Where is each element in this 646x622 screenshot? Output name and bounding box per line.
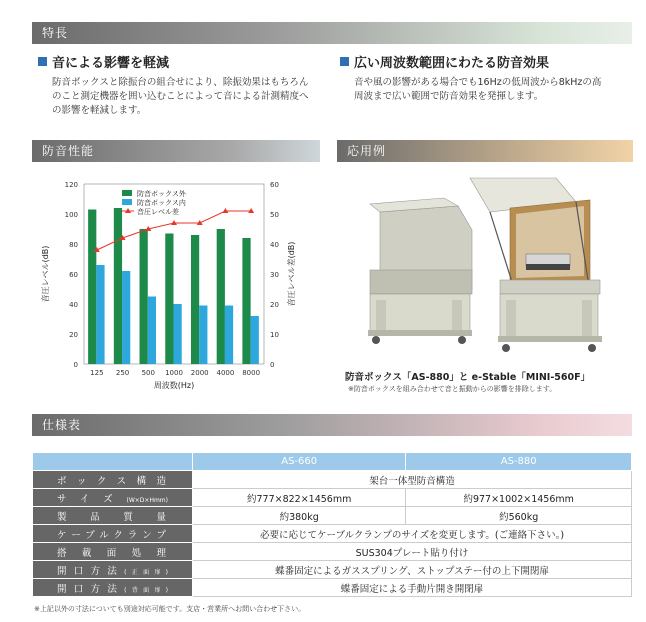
x-tick-label: 1000 — [165, 369, 183, 377]
legend-label: 音圧レベル差 — [137, 208, 179, 216]
legend-label: 防音ボックス内 — [137, 199, 186, 207]
model-header: AS-660 — [193, 453, 406, 471]
spec-label-text: サイズ — [57, 493, 127, 505]
bar-outside — [191, 235, 199, 364]
spec-label — [33, 489, 193, 507]
spec-label-text: 開口方法 — [57, 583, 125, 595]
y2-tick-label: 0 — [270, 361, 275, 369]
section-header-application: 応用例 — [337, 140, 633, 162]
bar-inside — [251, 316, 259, 364]
feature-title — [340, 52, 640, 71]
feature-line: の影響を軽減します。 — [52, 105, 147, 116]
spec-header-row — [33, 453, 632, 471]
feature-line: 防音ボックスと除振台の組合せにより、除振効果はもちろん — [52, 77, 309, 88]
spec-label-text: ケーブルクランプ — [57, 529, 168, 541]
feature-description — [340, 76, 640, 104]
feature-line: のこと測定機器を囲い込むことによって音による計測精度へ — [52, 91, 309, 102]
section-header-performance: 防音性能 — [32, 140, 320, 162]
bar-inside — [122, 271, 130, 364]
legend-swatch — [122, 199, 132, 205]
y-tick-label: 60 — [69, 271, 78, 279]
spec-row — [33, 489, 632, 507]
bar-outside — [114, 208, 122, 364]
spec-table — [32, 452, 632, 597]
bar-inside — [148, 297, 156, 365]
x-axis-label: 周波数(Hz) — [153, 381, 195, 390]
application-note: ※防音ボックスを組み合わせて音と振動からの影響を排除します。 — [348, 385, 557, 393]
sound-level-chart — [32, 172, 322, 394]
x-tick-label: 250 — [115, 369, 130, 377]
y-tick-label: 0 — [73, 361, 78, 369]
spec-label-sub: (W×D×Hmm) — [126, 496, 168, 504]
spec-label-text: 搭載面処理 — [57, 547, 168, 559]
spec-label — [33, 525, 193, 543]
spec-row — [33, 471, 632, 489]
bar-outside — [140, 229, 148, 364]
y2-tick-label: 20 — [270, 301, 279, 309]
bar-inside — [225, 306, 233, 365]
spec-label — [33, 507, 193, 525]
spec-row — [33, 543, 632, 561]
spec-label — [33, 561, 193, 579]
spec-label — [33, 579, 193, 597]
spec-row — [33, 507, 632, 525]
x-tick-label: 8000 — [242, 369, 261, 377]
spec-row — [33, 579, 632, 597]
y2-tick-label: 10 — [270, 331, 279, 339]
legend-label: 防音ボックス外 — [137, 190, 186, 198]
sound-box-photo — [340, 172, 632, 372]
y2-tick-label: 30 — [270, 271, 279, 279]
bar-inside — [96, 265, 104, 364]
bar-outside — [88, 210, 96, 365]
spec-label-sub: (正面扉) — [124, 568, 168, 576]
model-header: AS-880 — [406, 453, 632, 471]
legend-swatch — [122, 190, 132, 196]
x-tick-label: 4000 — [216, 369, 235, 377]
spec-row — [33, 561, 632, 579]
section-header-specs: 仕様表 — [32, 414, 632, 436]
x-tick-label: 125 — [90, 369, 104, 377]
y2-axis-label: 音圧レベル差(dB) — [287, 241, 296, 307]
spec-header-blank — [33, 453, 193, 471]
spec-value: 約560kg — [406, 507, 632, 525]
feature-frequency — [340, 52, 640, 104]
spec-value: SUS304プレート貼り付け — [193, 543, 632, 561]
y2-tick-label: 60 — [270, 181, 279, 189]
bar-inside — [173, 304, 181, 364]
spec-footnote: ※上記以外の寸法についても別途対応可能です。支店・営業所へお問い合わせ下さい。 — [34, 605, 306, 613]
feature-line: 周波まで広い範囲で防音効果を発揮します。 — [354, 91, 544, 102]
bar-outside — [242, 238, 250, 364]
y-axis-label: 音圧レベル(dB) — [41, 245, 50, 303]
y-tick-label: 80 — [69, 241, 78, 249]
spec-label-sub: (背面扉) — [124, 586, 168, 594]
y-tick-label: 120 — [64, 181, 78, 189]
spec-label-text: 製品質量 — [57, 511, 168, 523]
section-header-features: 特長 — [32, 22, 632, 44]
y-tick-label: 100 — [64, 211, 78, 219]
spec-value: 蝶番固定によるガススプリング、ストップステー付の上下開閉扉 — [193, 561, 632, 579]
feature-title-text: 広い周波数範囲にわたる防音効果 — [354, 56, 550, 71]
x-tick-label: 500 — [141, 369, 155, 377]
y2-tick-label: 40 — [270, 241, 279, 249]
x-tick-label: 2000 — [190, 369, 209, 377]
spec-row — [33, 525, 632, 543]
y2-tick-label: 50 — [270, 211, 279, 219]
bar-outside — [165, 234, 173, 365]
square-bullet-icon — [340, 57, 349, 66]
spec-value: 蝶番固定による手動片開き開閉扉 — [193, 579, 632, 597]
bar-outside — [217, 229, 225, 364]
application-caption: 防音ボックス「AS-880」と e-Stable「MINI-560F」 — [345, 372, 591, 383]
bar-inside — [199, 306, 207, 365]
spec-value: 約777×822×1456mm — [193, 489, 406, 507]
spec-value: 約977×1002×1456mm — [406, 489, 632, 507]
y-tick-label: 20 — [69, 331, 78, 339]
spec-value: 架台一体型防音構造 — [193, 471, 632, 489]
feature-title-text: 音による影響を軽減 — [52, 56, 170, 71]
feature-line: 音や風の影響がある場合でも16Hzの低周波から8kHzの高 — [354, 77, 602, 88]
y-tick-label: 40 — [69, 301, 78, 309]
spec-label-text: ボックス構造 — [57, 475, 168, 487]
spec-label — [33, 543, 193, 561]
spec-label-text: 開口方法 — [57, 565, 125, 577]
spec-value: 約380kg — [193, 507, 406, 525]
square-bullet-icon — [38, 57, 47, 66]
spec-label — [33, 471, 193, 489]
feature-title — [38, 52, 338, 71]
feature-description — [38, 76, 338, 118]
feature-noise — [38, 52, 338, 118]
spec-value: 必要に応じてケーブルクランプのサイズを変更します。(ご連絡下さい。) — [193, 525, 632, 543]
